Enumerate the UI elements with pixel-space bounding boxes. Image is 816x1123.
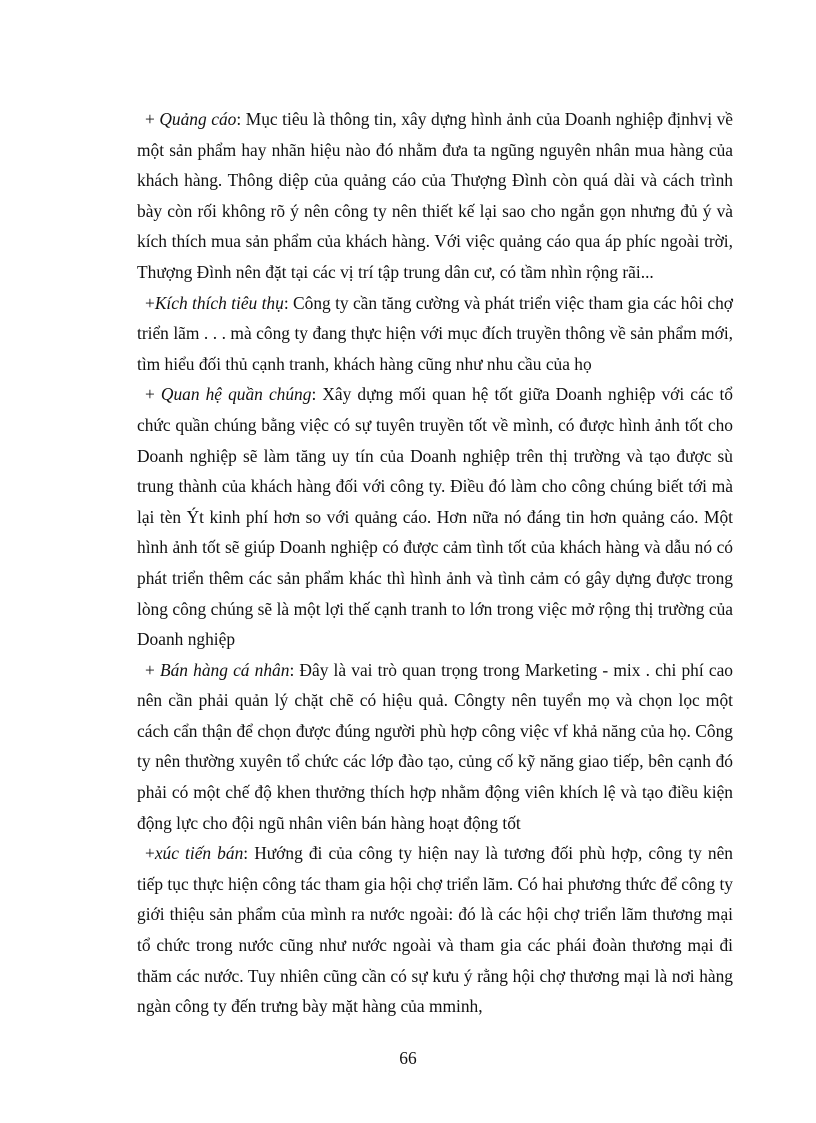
- paragraph-quan-he-quan-chung: [137, 379, 733, 654]
- paragraph-prefix: +: [145, 384, 161, 405]
- paragraph-term: Quảng cáo: [159, 109, 237, 129]
- document-body: [137, 104, 733, 1022]
- page-number: 66: [399, 1048, 417, 1068]
- paragraph-ban-hang-ca-nhan: [137, 655, 733, 839]
- paragraph-term: Quan hệ quần chúng: [160, 384, 312, 405]
- paragraph-prefix: +: [145, 109, 160, 129]
- paragraph-term: xúc tiến bán: [154, 843, 244, 864]
- paragraph-text: : Mục tiêu là thông tin, xây dựng hình ảnh của Doanh nghiệp địnhvị về một sản phẩm hay nhãn hiệu nào đó nhằm đưa ta ngũng nguyên nhân mua hàng của khách hàng. Thông diệp của quảng cáo của Thượng Đình còn quá dài và cách trình bày còn rối không rõ ý nên công ty nên thiết kế lại sao cho ngắn gọn nhưng đủ ý và kích thích mua sản phẩm của khách hàng. Với việc quảng cáo qua áp phíc ngoài trời, Thượng Đình nên đặt tại các vị trí tập trung dân cư, có tầm nhìn rộng rãi...: [137, 109, 733, 282]
- paragraph-text: : Đây là vai trò quan trọng trong Marketing - mix . chi phí cao nên cần phải quản lý chặt chẽ có hiệu quả. Côngty nên tuyển mọ và chọn lọc một cách cẩn thận để chọn được đúng người phù hợp công việc vf khả năng của họ. Công ty nên thường xuyên tổ chức các lớp đào tạo, củng cố kỹ năng giao tiếp, bên cạnh đó phải có một chế độ khen thưởng thích hợp nhằm động viên khích lệ và tạo điều kiện động lực cho đội ngũ nhân viên bán hàng hoạt động tốt: [137, 659, 733, 833]
- paragraph-kich-thich-tieu-thu: [137, 288, 733, 380]
- paragraph-xuc-tien-ban: [137, 838, 733, 1022]
- paragraph-quang-cao: [137, 104, 733, 288]
- paragraph-term: Bán hàng cá nhân: [159, 659, 290, 680]
- paragraph-text: : Công ty cần tăng cường và phát triển việc tham gia các hôi chợ triển lãm . . . mà công ty đang thực hiện với mục đích truyền thông về sản phẩm mới, tìm hiểu đối thủ cạnh tranh, khách hàng cũng như nhu cầu của họ: [137, 292, 733, 374]
- paragraph-prefix: +: [145, 659, 160, 680]
- paragraph-text: : Xây dựng mối quan hệ tốt giữa Doanh nghiệp với các tổ chức quần chúng bằng việc có sự tuyên truyền tốt về mình, có được hình ảnh tốt cho Doanh nghiệp sẽ làm tăng uy tín của Doanh nghiệp trên thị trường và tạo được sù trung thành của khách hàng đối với công ty. Điều đó làm cho công chúng biết tới mà lại tèn Ýt kinh phí hơn so với quảng cáo. Hơn nữa nó đáng tin hơn quảng cáo. Một hình ảnh tốt sẽ giúp Doanh nghiệp có được cảm tình tốt của khách hàng và dẫu nó có phát triển thêm các sản phẩm khác thì hình ảnh và tình cảm có gây dựng được trong lòng công chúng sẽ là một lợi thế cạnh tranh to lớn trong việc mở rộng thị trường của Doanh nghiệp: [137, 384, 734, 650]
- paragraph-prefix: +: [145, 843, 155, 864]
- paragraph-prefix: +: [145, 292, 155, 313]
- paragraph-text: : Hướng đi của công ty hiện nay là tương đối phù hợp, công ty nên tiếp tục thực hiện công tác tham gia hội chợ triển lãm. Có hai phương thức để công ty giới thiệu sản phẩm của mình ra nước ngoài: đó là các hội chợ triển lãm thương mại tổ chức trong nước cũng như nước ngoài và tham gia các phái đoàn thương mại đi thăm các nước. Tuy nhiên cũng cần có sự kưu ý rằng hội chợ thương mại là nơi hàng ngàn công ty đến trưng bày mặt hàng của mminh,: [137, 843, 733, 1017]
- paragraph-term: Kích thích tiêu thụ: [154, 292, 284, 313]
